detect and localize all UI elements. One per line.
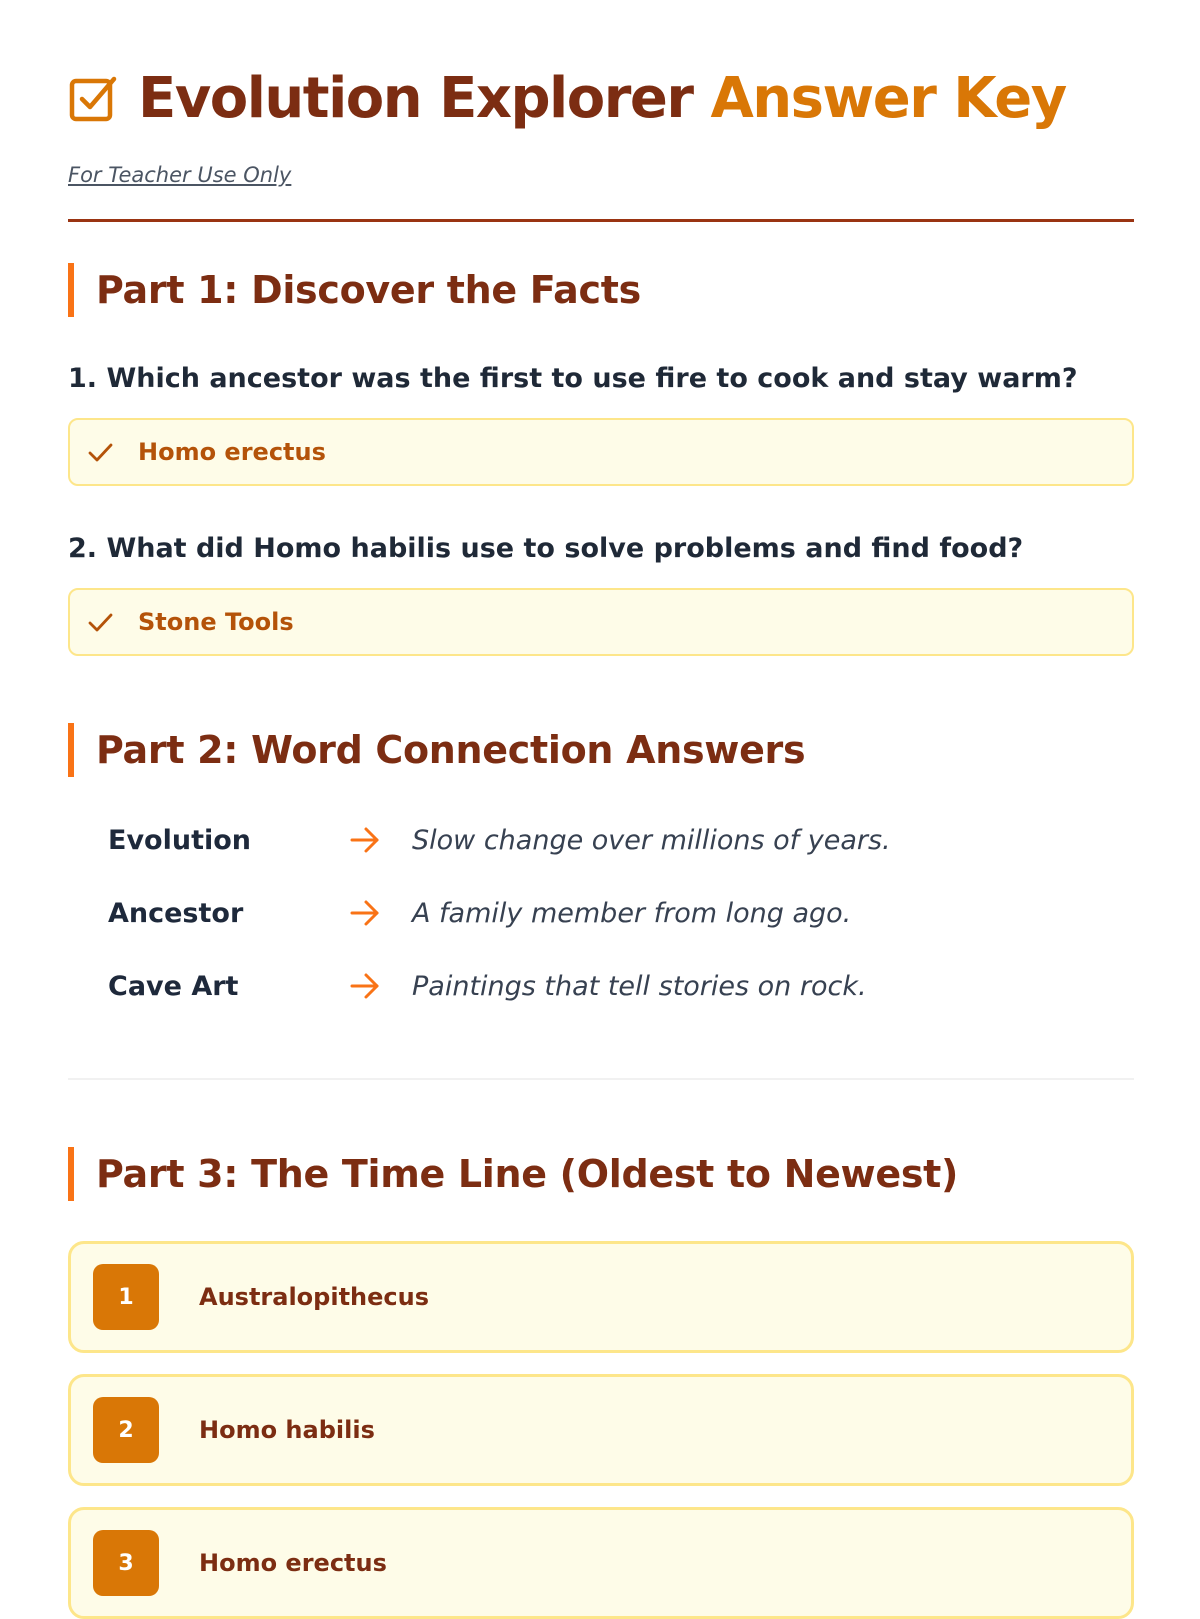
timeline-item <box>68 1241 1134 1353</box>
page-title <box>138 66 1066 131</box>
timeline-number-badge: 2 <box>93 1397 159 1463</box>
vocab-term: Evolution <box>108 824 252 856</box>
timeline-number-badge: 3 <box>93 1530 159 1596</box>
title-accent: Answer Key <box>710 66 1066 131</box>
timeline-item <box>68 1374 1134 1486</box>
answer-2: Stone Tools <box>138 608 294 636</box>
part2-heading: Part 2: Word Connection Answers <box>68 723 805 777</box>
check-icon <box>86 438 114 466</box>
vocab-row-ancestor <box>108 888 1108 938</box>
page-header <box>68 66 1066 131</box>
vocab-row-evolution <box>108 815 1108 865</box>
question-2: 2. What did Homo habilis use to solve problems and find food? <box>68 533 1024 564</box>
answer-box-1 <box>68 418 1134 486</box>
vocab-definition: A family member from long ago. <box>412 897 852 929</box>
title-main: Evolution Explorer <box>138 66 693 131</box>
timeline-label: Homo habilis <box>199 1416 375 1444</box>
header-divider <box>68 219 1134 222</box>
vocab-term: Ancestor <box>108 897 244 929</box>
part3-heading: Part 3: The Time Line (Oldest to Newest) <box>68 1147 958 1201</box>
vocab-definition: Slow change over millions of years. <box>412 824 891 856</box>
section-divider <box>68 1078 1134 1080</box>
check-icon <box>86 608 114 636</box>
timeline-label: Australopithecus <box>199 1283 430 1311</box>
vocab-row-cave-art <box>108 961 1108 1011</box>
page-subtitle: For Teacher Use Only <box>68 163 292 187</box>
arrow-right-icon <box>348 896 382 930</box>
timeline-item <box>68 1507 1134 1619</box>
vocab-term: Cave Art <box>108 970 239 1002</box>
answer-1: Homo erectus <box>138 438 326 466</box>
part1-heading: Part 1: Discover the Facts <box>68 263 641 317</box>
timeline-label: Homo erectus <box>199 1549 387 1577</box>
vocab-definition: Paintings that tell stories on rock. <box>412 970 867 1002</box>
checkbox-icon <box>68 73 120 125</box>
arrow-right-icon <box>348 823 382 857</box>
arrow-right-icon <box>348 969 382 1003</box>
question-1: 1. Which ancestor was the first to use fire to cook and stay warm? <box>68 363 1078 394</box>
answer-box-2 <box>68 588 1134 656</box>
timeline-number-badge: 1 <box>93 1264 159 1330</box>
